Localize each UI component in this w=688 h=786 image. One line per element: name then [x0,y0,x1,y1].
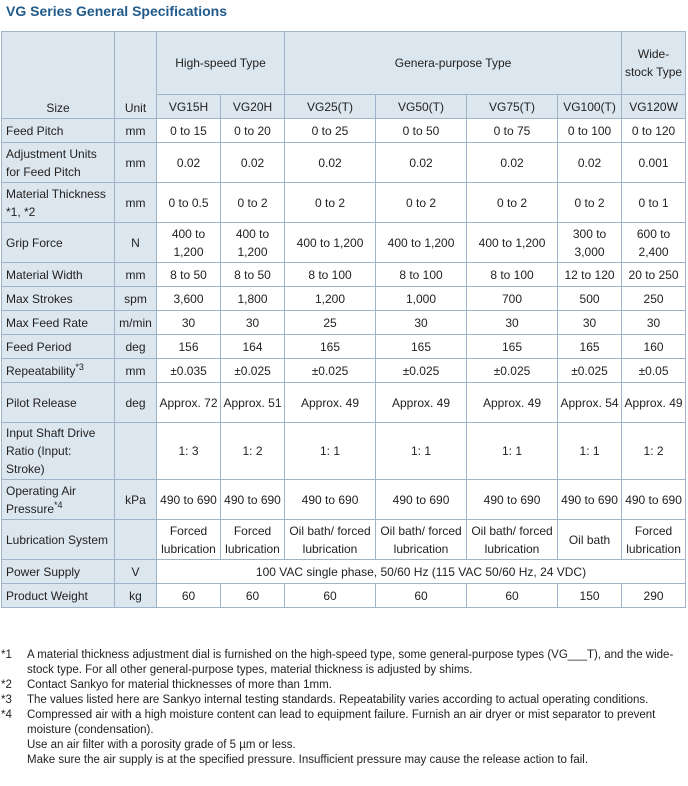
row-label: Max Feed Rate [2,311,115,335]
table-cell: 60 [467,584,558,608]
table-cell: 0.02 [376,143,467,183]
table-cell: Approx. 72 [157,383,221,423]
row-unit: deg [115,335,157,359]
table-cell: 25 [285,311,376,335]
model-header: VG75(T) [467,95,558,119]
table-cell: 8 to 50 [221,263,285,287]
table-cell: Approx. 49 [285,383,376,423]
table-cell: 0 to 50 [376,119,467,143]
table-cell: 0 to 0.5 [157,183,221,223]
table-cell: 60 [157,584,221,608]
table-cell: 30 [221,311,285,335]
table-cell: 0 to 75 [467,119,558,143]
row-label: Input Shaft Drive Ratio (Input: Stroke) [2,423,115,480]
table-cell: 0 to 2 [558,183,622,223]
row-unit: mm [115,263,157,287]
table-cell: 0.02 [558,143,622,183]
table-cell: 300 to 3,000 [558,223,622,263]
table-cell: 0.001 [622,143,686,183]
footnote: *3 The values listed here are Sankyo internal testing standards. Repeatability varies according to actual operating conditions. [1,694,649,706]
table-cell: 8 to 100 [376,263,467,287]
table-cell: 164 [221,335,285,359]
table-cell: 0 to 2 [285,183,376,223]
table-cell: 1: 2 [221,423,285,480]
table-cell: ±0.035 [157,359,221,383]
footnote: *1 A material thickness adjustment dial is furnished on the high-speed type, some general-purpose types (VG___T), and the wide-stock type. For all other general-purpose types, material thickness is adjusted by shims. [1,649,674,676]
table-row [2,263,686,287]
table-cell: 20 to 250 [622,263,686,287]
table-cell: 490 to 690 [622,480,686,520]
group-wide-stock: Wide-stock Type [622,32,686,95]
row-label: Grip Force [2,223,115,263]
table-cell: Approx. 54 [558,383,622,423]
table-row [2,183,686,223]
footnotes [1,648,685,768]
table-cell: 1: 2 [622,423,686,480]
table-cell: ±0.025 [467,359,558,383]
table-cell: 0.02 [285,143,376,183]
model-header: VG120W [622,95,686,119]
table-cell: 400 to 1,200 [157,223,221,263]
table-cell: 60 [285,584,376,608]
model-header: VG15H [157,95,221,119]
table-cell: ±0.025 [221,359,285,383]
table-cell: ±0.025 [285,359,376,383]
table-cell: 3,600 [157,287,221,311]
table-row [2,335,686,359]
table-cell: 0 to 1 [622,183,686,223]
row-label: Power Supply [2,560,115,584]
row-label: Product Weight [2,584,115,608]
table-cell: 490 to 690 [221,480,285,520]
table-cell: 30 [467,311,558,335]
model-header: VG100(T) [558,95,622,119]
table-cell: 0 to 100 [558,119,622,143]
table-cell: 490 to 690 [376,480,467,520]
table-cell: 1: 1 [558,423,622,480]
table-row [2,383,686,423]
table-row [2,423,686,480]
table-cell: 156 [157,335,221,359]
table-cell: 0 to 15 [157,119,221,143]
group-general-purpose: Genera-purpose Type [285,32,622,95]
table-cell: 0.02 [221,143,285,183]
row-unit [115,520,157,560]
table-cell: 600 to 2,400 [622,223,686,263]
table-cell: 400 to 1,200 [376,223,467,263]
table-cell: Forced lubrication [221,520,285,560]
table-cell: 700 [467,287,558,311]
row-label: Max Strokes [2,287,115,311]
row-label: Material Thickness *1, *2 [2,183,115,223]
row-unit: m/min [115,311,157,335]
table-cell: Forced lubrication [622,520,686,560]
row-label: Operating Air Pressure$^{*4}$ [2,480,115,520]
table-cell: 490 to 690 [285,480,376,520]
footnote: *4 Compressed air with a high moisture content can lead to equipment failure. Furnish an air dryer or mist separator to prevent moisture (condensation). Use an air filter with a porosity grade of 5 µm or less. Make sure the air supply is at the specified pressure. Insufficient pressure may cause the release action to fail. [1,709,656,766]
table-cell: 165 [467,335,558,359]
unit-header: Unit [115,32,157,119]
row-unit: kg [115,584,157,608]
table-cell: 0.02 [157,143,221,183]
table-row [2,119,686,143]
row-unit: mm [115,119,157,143]
table-cell: ±0.05 [622,359,686,383]
table-cell: 400 to 1,200 [467,223,558,263]
table-cell: 12 to 120 [558,263,622,287]
row-unit: deg [115,383,157,423]
table-cell: 0 to 20 [221,119,285,143]
row-unit: kPa [115,480,157,520]
row-label: Feed Period [2,335,115,359]
table-cell: 8 to 100 [285,263,376,287]
model-header: VG50(T) [376,95,467,119]
footnote: *2 Contact Sankyo for material thicknesses of more than 1mm. [1,679,332,691]
table-cell: 490 to 690 [157,480,221,520]
table-cell: 165 [558,335,622,359]
table-cell: Approx. 49 [376,383,467,423]
table-cell: Oil bath/ forced lubrication [376,520,467,560]
table-cell: Approx. 51 [221,383,285,423]
table-cell: 1: 1 [285,423,376,480]
row-unit [115,423,157,480]
table-cell: 8 to 50 [157,263,221,287]
page-title: VG Series General Specifications [6,3,227,19]
table-cell: 0 to 2 [467,183,558,223]
table-row [2,480,686,520]
row-unit: mm [115,143,157,183]
table-row [2,223,686,263]
row-unit: N [115,223,157,263]
table-cell: 1,000 [376,287,467,311]
table-cell: Forced lubrication [157,520,221,560]
row-label: Lubrication System [2,520,115,560]
table-cell: 1,200 [285,287,376,311]
table-cell: 0 to 2 [221,183,285,223]
row-unit: mm [115,183,157,223]
table-cell: 30 [622,311,686,335]
table-cell: 165 [285,335,376,359]
row-label: Repeatability$^{*3}$ [2,359,115,383]
table-cell: 1: 3 [157,423,221,480]
model-header: VG25(T) [285,95,376,119]
row-unit: mm [115,359,157,383]
table-cell: ±0.025 [558,359,622,383]
table-row [2,359,686,383]
table-cell: 30 [376,311,467,335]
table-cell: Oil bath/ forced lubrication [467,520,558,560]
table-cell: 0.02 [467,143,558,183]
table-cell: 150 [558,584,622,608]
table-cell: 8 to 100 [467,263,558,287]
table-cell: Oil bath/ forced lubrication [285,520,376,560]
table-cell: 490 to 690 [467,480,558,520]
table-cell: 60 [376,584,467,608]
table-cell: 400 to 1,200 [221,223,285,263]
table-cell: 290 [622,584,686,608]
row-label: Adjustment Units for Feed Pitch [2,143,115,183]
group-high-speed: High-speed Type [157,32,285,95]
row-label: Pilot Release [2,383,115,423]
power-supply-value: 100 VAC single phase, 50/60 Hz (115 VAC 50/60 Hz, 24 VDC) [157,560,686,584]
model-header: VG20H [221,95,285,119]
table-row [2,143,686,183]
table-cell: 160 [622,335,686,359]
table-cell: 1,800 [221,287,285,311]
table-cell: 0 to 25 [285,119,376,143]
table-cell: 0 to 120 [622,119,686,143]
table-cell: 165 [376,335,467,359]
size-header: Size [2,32,115,119]
table-cell: Approx. 49 [622,383,686,423]
table-row [2,520,686,560]
table-row [2,287,686,311]
table-cell: 0 to 2 [376,183,467,223]
table-cell: 400 to 1,200 [285,223,376,263]
table-cell: 30 [558,311,622,335]
table-cell: 30 [157,311,221,335]
row-unit: V [115,560,157,584]
table-cell: Approx. 49 [467,383,558,423]
table-cell: Oil bath [558,520,622,560]
row-label: Material Width [2,263,115,287]
row-label: Feed Pitch [2,119,115,143]
spec-table [1,31,686,608]
table-cell: 1: 1 [376,423,467,480]
table-cell: 500 [558,287,622,311]
row-unit: spm [115,287,157,311]
table-cell: ±0.025 [376,359,467,383]
table-cell: 1: 1 [467,423,558,480]
table-cell: 490 to 690 [558,480,622,520]
table-row [2,311,686,335]
table-cell: 250 [622,287,686,311]
table-cell: 60 [221,584,285,608]
